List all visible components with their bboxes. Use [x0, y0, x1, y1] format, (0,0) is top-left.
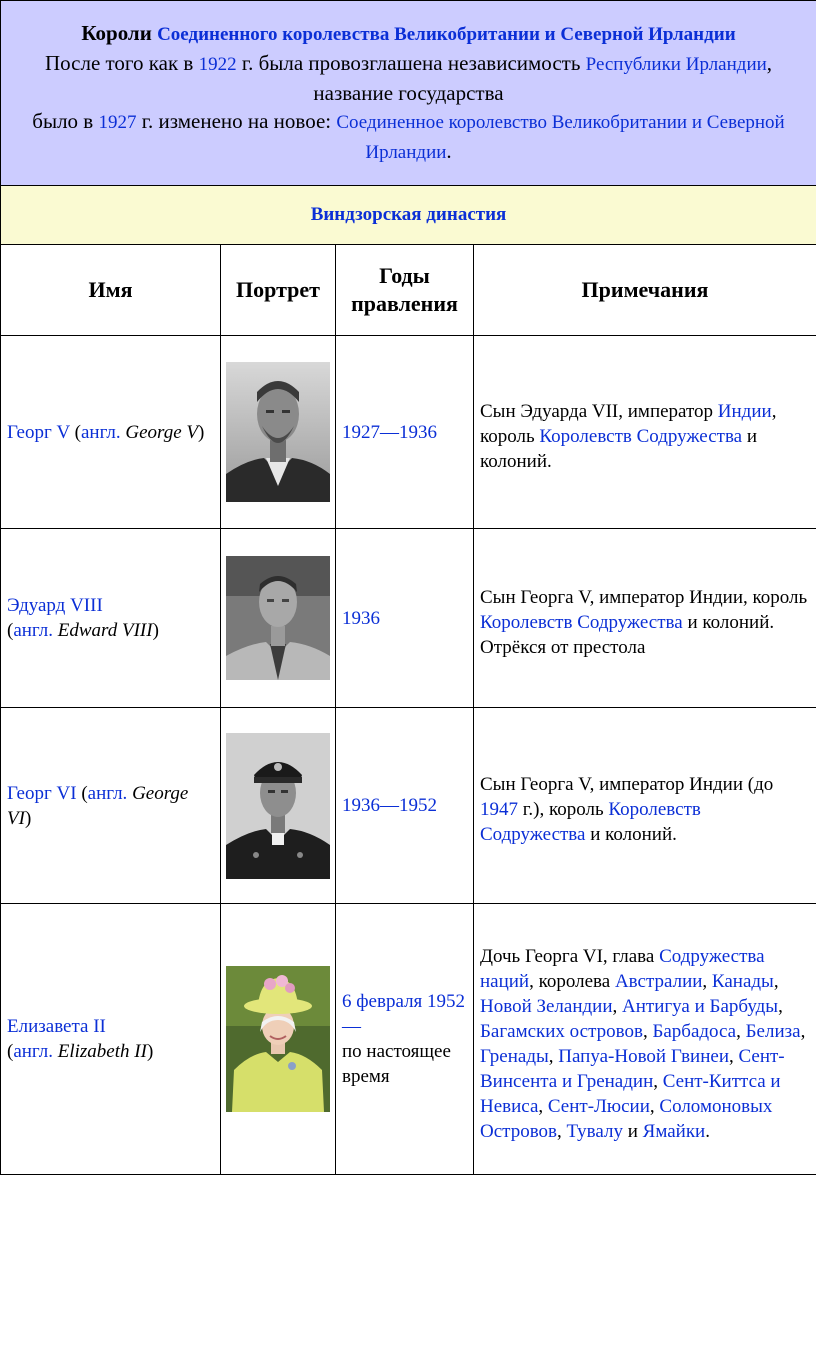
year-1922-link[interactable]: 1922	[198, 54, 237, 75]
title-prefix: Короли	[81, 21, 152, 45]
commonwealth-realms-link[interactable]: Королевств Содружества	[480, 799, 701, 845]
ireland-link[interactable]: Республики Ирландии	[585, 54, 767, 75]
english-name: Edward VIII	[57, 620, 153, 641]
notes-text: Дочь Георга VI, глава	[480, 946, 655, 967]
monarch-name-link[interactable]: Елизавета II	[7, 1016, 106, 1037]
language-link[interactable]: англ.	[87, 782, 128, 804]
monarch-name-cell: Елизавета II (англ. Elizabeth II)	[1, 904, 221, 1175]
portrait-cell	[221, 336, 336, 529]
english-name: George V	[125, 421, 199, 443]
notes-cell	[474, 529, 816, 708]
monarch-name-link[interactable]: Эдуард VIII	[7, 595, 103, 616]
language-link[interactable]: англ.	[80, 421, 121, 443]
reign-start-link[interactable]: 6 февраля 1952	[342, 991, 466, 1012]
notes-cell	[474, 708, 816, 904]
portrait-george-v-icon[interactable]	[226, 362, 330, 502]
notes-text: Сын Георга V, император Индии, король	[480, 586, 808, 608]
notes-text: , королева	[529, 971, 611, 992]
header-text: г. изменено на новое:	[141, 109, 332, 133]
header-text: , название государства	[313, 51, 773, 105]
monarch-name-cell: Георг V (англ. George V)	[1, 336, 221, 529]
portrait-edward-viii-icon[interactable]	[226, 556, 330, 680]
realm-link[interactable]: Белиза	[745, 1021, 801, 1042]
language-link[interactable]: англ.	[13, 620, 53, 641]
realm-link[interactable]: Новой Зеландии	[480, 996, 613, 1017]
notes-text: г.), король	[522, 799, 604, 820]
monarch-name-cell: Эдуард VIII (англ. Edward VIII)	[1, 529, 221, 708]
notes-text: и колоний.	[590, 824, 677, 845]
commonwealth-realms-link[interactable]: Королевств Содружества	[539, 425, 743, 447]
portrait-cell	[221, 904, 336, 1175]
header-text: г. была провозглашена независимость	[241, 51, 581, 75]
column-header-name: Имя	[1, 245, 221, 336]
portrait-cell	[221, 529, 336, 708]
english-name: George VI	[7, 782, 189, 829]
monarch-name-link[interactable]: Георг V	[7, 421, 70, 443]
realm-link[interactable]: Папуа-Новой Гвинеи	[558, 1046, 729, 1067]
realm-link[interactable]: Сент-Винсента и Гренадин	[480, 1046, 785, 1092]
realm-link[interactable]: Австралии	[614, 971, 703, 992]
column-header-portrait: Портрет	[221, 245, 336, 336]
reign-years-cell	[336, 904, 474, 1175]
reign-years-cell	[336, 529, 474, 708]
monarch-name-link[interactable]: Георг VI	[7, 782, 77, 804]
table-row	[1, 904, 816, 1175]
year-1927-link[interactable]: 1927	[98, 112, 137, 133]
table-row	[1, 336, 816, 529]
year-1947-link[interactable]: 1947	[480, 799, 518, 820]
india-link[interactable]: Индии	[717, 400, 772, 422]
notes-cell	[474, 336, 816, 529]
header-text: .	[446, 139, 452, 163]
english-name: Elizabeth II	[57, 1041, 147, 1062]
realm-link[interactable]: Тувалу	[566, 1121, 623, 1142]
notes-text: и	[627, 1121, 638, 1142]
notes-text: Сын Эдуарда VII, император	[480, 400, 714, 422]
table-header-caption	[1, 1, 816, 186]
realm-link[interactable]: Гренады	[480, 1046, 549, 1067]
realm-link[interactable]: Барбадоса	[652, 1021, 737, 1042]
realm-link[interactable]: Ямайки	[642, 1121, 706, 1142]
reign-years-cell	[336, 708, 474, 904]
realm-link[interactable]: Сент-Киттса и Невиса	[480, 1071, 781, 1117]
commonwealth-link[interactable]: Содружества наций	[480, 946, 765, 992]
reign-present-text: по настоящее время	[342, 1041, 451, 1087]
commonwealth-realms-link[interactable]: Королевств Содружества	[480, 611, 683, 633]
windsor-dynasty-link[interactable]: Виндзорская династия	[310, 204, 507, 225]
uk-link[interactable]: Соединенного королевства Великобритании и Северной Ирландии	[157, 24, 736, 45]
language-link[interactable]: англ.	[13, 1041, 53, 1062]
header-text: было в	[32, 109, 94, 133]
realm-link[interactable]: Канады	[711, 971, 774, 992]
reign-years-link[interactable]: 1927—1936	[342, 421, 437, 443]
reign-years-link[interactable]: 1936	[342, 607, 380, 629]
portrait-elizabeth-ii-icon[interactable]	[226, 966, 330, 1112]
table-row	[1, 708, 816, 904]
column-header-years: Годы правления	[336, 245, 474, 336]
notes-text: Сын Георга V, император Индии (до	[480, 774, 774, 795]
notes-text: и колоний. Отрёкся от престола	[480, 611, 775, 658]
notes-text: , король	[480, 400, 777, 447]
reign-dash: —	[342, 1016, 361, 1037]
realm-link[interactable]: Багамских островов	[480, 1021, 643, 1042]
reign-years-cell	[336, 336, 474, 529]
realm-link[interactable]: Антигуа и Барбуды	[622, 996, 779, 1017]
portrait-george-vi-icon[interactable]	[226, 733, 330, 879]
uk-new-name-link[interactable]: Соединенное королевство Великобритании и Северной Ирландии	[336, 112, 785, 163]
portrait-cell	[221, 708, 336, 904]
notes-text: и колоний.	[480, 425, 758, 472]
table-row	[1, 529, 816, 708]
reign-years-link[interactable]: 1936—1952	[342, 795, 437, 816]
dynasty-row	[1, 186, 816, 245]
header-text: После того как в	[44, 51, 194, 75]
column-header-notes: Примечания	[474, 245, 816, 336]
realm-link[interactable]: Сент-Люсии	[547, 1096, 650, 1117]
notes-cell: Дочь Георга VI, глава Содружества наций, королева Австралии, Канады, Новой Зеландии, Антигуа и Барбуды, Багамских островов, Барбадоса, Белиза, Гренады, Папуа-Новой Гвинеи, Сент-Винсента и Гренадин, Сент-Киттса и Невиса, Сент-Люсии, Соломоновых Островов, Тувалу и Ямайки.	[474, 904, 816, 1175]
realm-link[interactable]: Соломоновых Островов	[480, 1096, 773, 1142]
monarch-name-cell: Георг VI (англ. George VI)	[1, 708, 221, 904]
